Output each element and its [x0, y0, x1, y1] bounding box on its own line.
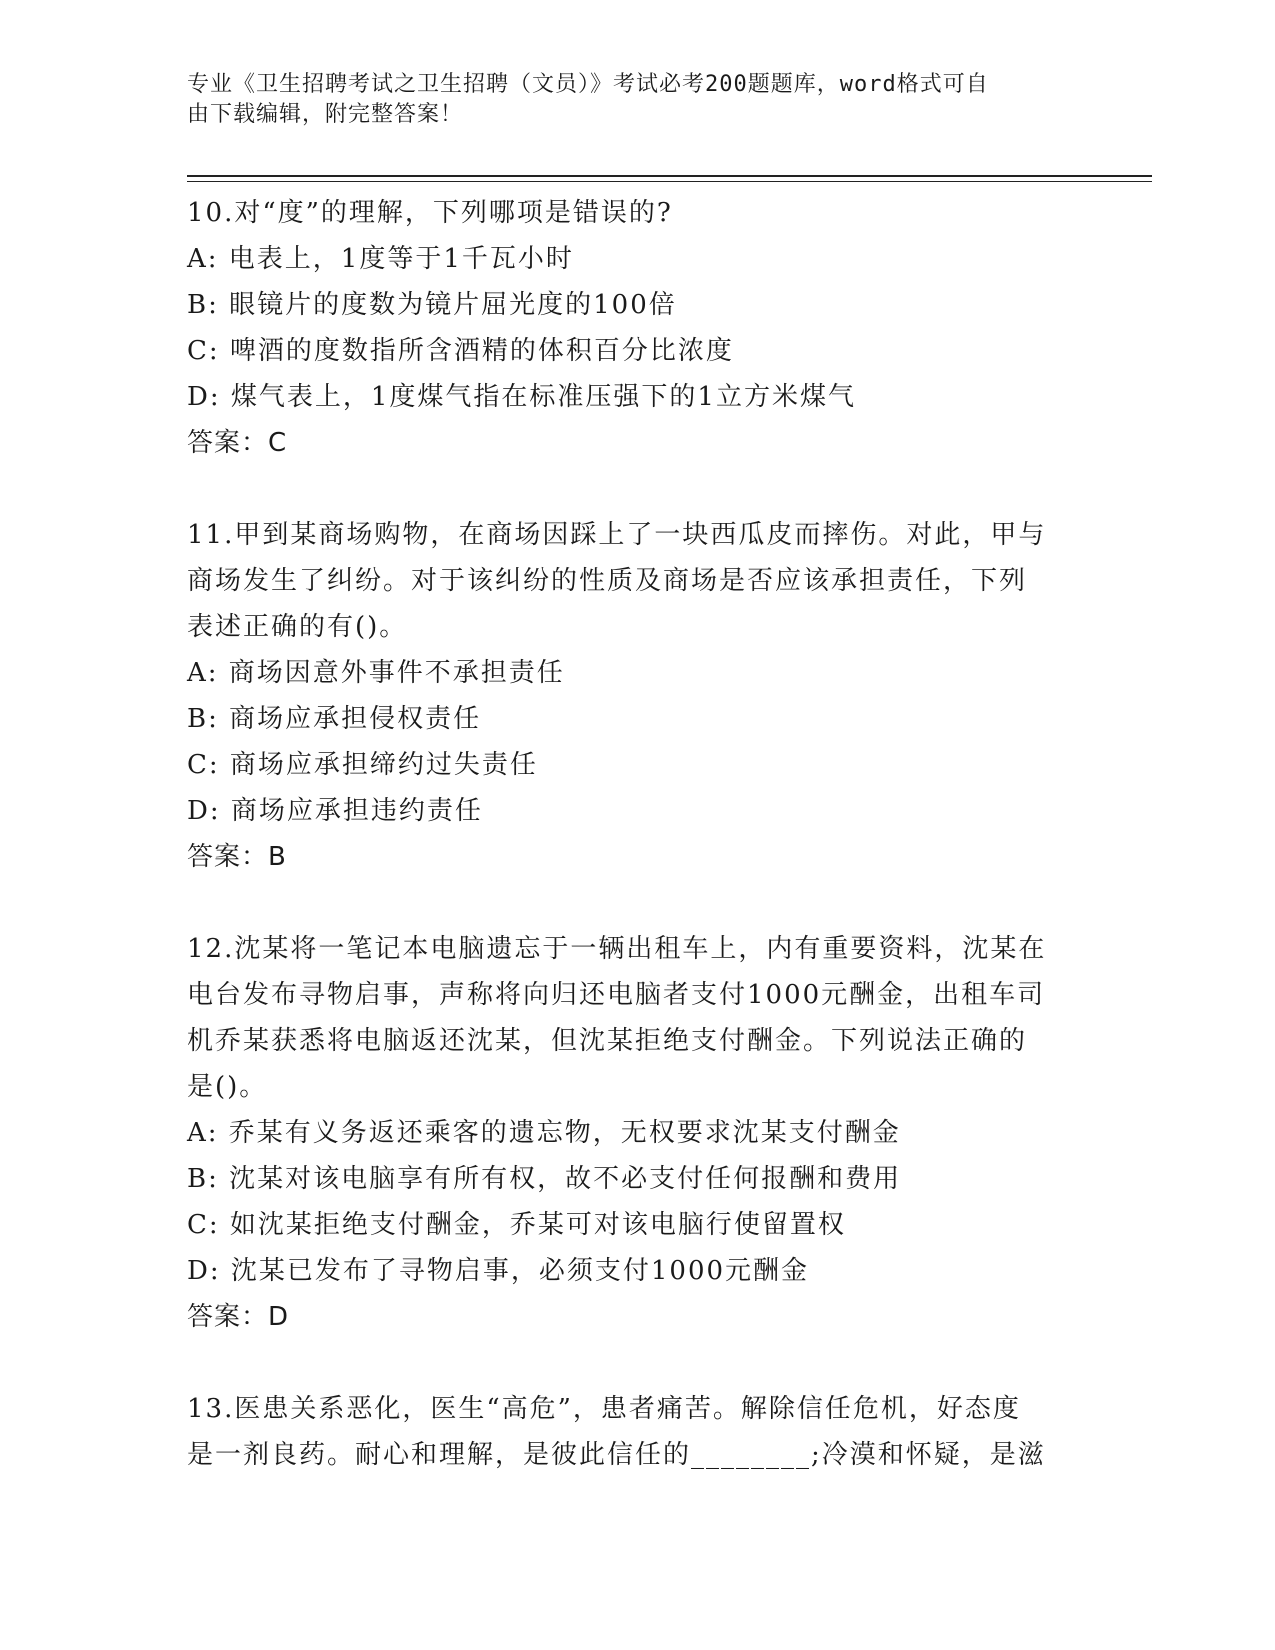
question-stem: 机乔某获悉将电脑返还沈某，但沈某拒绝支付酬金。下列说法正确的 — [187, 1026, 1028, 1056]
question-stem: 10.对“度”的理解，下列哪项是错误的? — [187, 198, 673, 228]
question-stem: 12.沈某将一笔记本电脑遗忘于一辆出租车上，内有重要资料，沈某在 — [187, 934, 1047, 964]
header-divider — [187, 175, 1152, 177]
header-line-1: 专业《卫生招聘考试之卫生招聘（文员）》考试必考200题题库，word格式可自 — [187, 72, 989, 97]
question-list — [187, 190, 1087, 1478]
option-c: C: 商场应承担缔约过失责任 — [187, 750, 538, 780]
header-divider-thin — [187, 181, 1152, 182]
answer-label: 答案：B — [187, 842, 287, 872]
option-b: B: 沈某对该电脑享有所有权，故不必支付任何报酬和费用 — [187, 1164, 902, 1194]
question-11 — [187, 512, 1087, 880]
option-c: C: 啤酒的度数指所含酒精的体积百分比浓度 — [187, 336, 734, 366]
option-d: D: 沈某已发布了寻物启事，必须支付1000元酬金 — [187, 1256, 810, 1286]
option-d: D: 商场应承担违约责任 — [187, 796, 483, 826]
option-a: A: 商场因意外事件不承担责任 — [187, 658, 565, 688]
option-d: D: 煤气表上，1度煤气指在标准压强下的1立方米煤气 — [187, 382, 856, 412]
option-b: B: 商场应承担侵权责任 — [187, 704, 482, 734]
answer-label: 答案：D — [187, 1302, 290, 1332]
question-stem: 是一剂良药。耐心和理解，是彼此信任的________;冷漠和怀疑，是滋 — [187, 1440, 1046, 1470]
question-10 — [187, 190, 1087, 466]
option-c: C: 如沈某拒绝支付酬金，乔某可对该电脑行使留置权 — [187, 1210, 846, 1240]
question-stem: 是()。 — [187, 1072, 268, 1102]
question-stem: 电台发布寻物启事，声称将向归还电脑者支付1000元酬金，出租车司 — [187, 980, 1046, 1010]
question-12 — [187, 926, 1087, 1340]
question-stem: 商场发生了纠纷。对于该纠纷的性质及商场是否应该承担责任，下列 — [187, 566, 1028, 596]
header-line-2: 由下载编辑，附完整答案！ — [187, 102, 464, 127]
question-stem: 13.医患关系恶化，医生“高危”，患者痛苦。解除信任危机，好态度 — [187, 1394, 1021, 1424]
answer-label: 答案：C — [187, 428, 288, 458]
question-stem: 11.甲到某商场购物，在商场因踩上了一块西瓜皮而摔伤。对此，甲与 — [187, 520, 1047, 550]
option-a: A: 乔某有义务返还乘客的遗忘物，无权要求沈某支付酬金 — [187, 1118, 901, 1148]
question-13 — [187, 1386, 1087, 1478]
question-stem: 表述正确的有()。 — [187, 612, 408, 642]
option-b: B: 眼镜片的度数为镜片屈光度的100倍 — [187, 290, 677, 320]
document-header — [187, 70, 1087, 130]
option-a: A: 电表上，1度等于1千瓦小时 — [187, 244, 574, 274]
